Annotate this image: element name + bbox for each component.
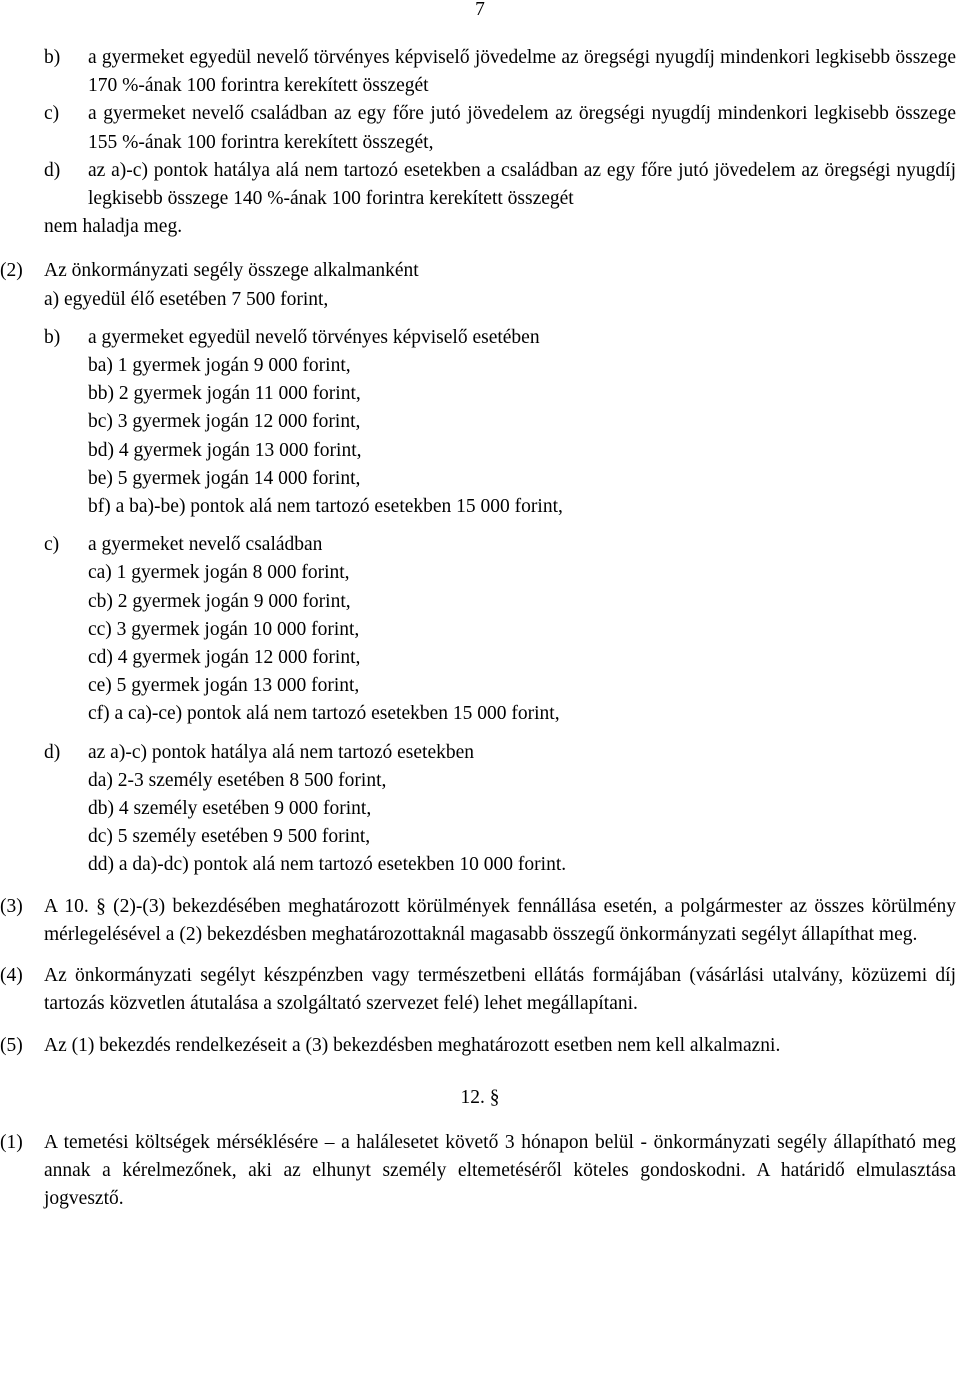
list-item-b-head <box>0 324 960 352</box>
paragraph-label: (4) <box>0 965 23 987</box>
item-label: b) <box>44 326 61 348</box>
list-item-c <box>0 100 960 156</box>
sub-item: dc) 5 személy esetében 9 500 forint, <box>88 826 371 848</box>
sub-item: be) 5 gyermek jogán 14 000 forint, <box>88 467 361 489</box>
sub-item: bd) 4 gyermek jogán 13 000 forint, <box>88 439 362 461</box>
sub-item: cf) a ca)-ce) pontok alá nem tartozó esetekben 15 000 forint, <box>88 703 560 725</box>
sub-item: cc) 3 gyermek jogán 10 000 forint, <box>88 618 360 640</box>
paragraph-intro: Az önkormányzati segély összege alkalmanként <box>44 260 419 282</box>
document-body <box>0 44 960 1214</box>
sub-item: ce) 5 gyermek jogán 13 000 forint, <box>88 675 360 697</box>
list-item-d <box>0 157 960 213</box>
sub-item: bf) a ba)-be) pontok alá nem tartozó esetekben 15 000 forint, <box>88 496 563 518</box>
section-12-paragraph-1 <box>0 1129 960 1214</box>
sub-item: ba) 1 gyermek jogán 9 000 forint, <box>88 355 351 377</box>
item-label: b) <box>44 47 61 68</box>
item-text: az a)-c) pontok hatálya alá nem tartozó esetekben <box>88 741 475 763</box>
list-item-d-head <box>0 739 960 767</box>
item-text: az a)-c) pontok hatálya alá nem tartozó esetekben a családban az egy főre jutó jövedelem az öregségi nyugdíj legkisebb összege 140 %-ának 100 forintra kerekített összegét <box>88 159 956 210</box>
sub-item: cb) 2 gyermek jogán 9 000 forint, <box>88 590 351 612</box>
item-label: d) <box>44 741 61 763</box>
list-item-a: a) egyedül élő esetében 7 500 forint, <box>44 288 329 310</box>
paragraph-3 <box>0 893 960 949</box>
item-text: a gyermeket nevelő családban az egy főre jutó jövedelem az öregségi nyugdíj mindenkori legkisebb összege 155 %-ának 100 forintra kerekített összegét, <box>88 103 956 153</box>
sub-item: db) 4 személy esetében 9 000 forint, <box>88 798 372 820</box>
paragraph-text: Az önkormányzati segélyt készpénzben vagy természetbeni ellátás formájában (vásárlási utalvány, közüzemi díj tartozás közvetlen átutalása a szolgáltató szervezet felé) lehet megállapítani. <box>44 965 956 1015</box>
paragraph-label: (5) <box>0 1034 23 1056</box>
item-label: d) <box>44 159 61 181</box>
paragraph-label: (2) <box>0 260 23 282</box>
paragraph-4 <box>0 962 960 1018</box>
paragraph-text: Az (1) bekezdés rendelkezéseit a (3) bekezdésben meghatározott esetben nem kell alkalmazni. <box>44 1034 781 1056</box>
paragraph-2 <box>0 257 960 285</box>
item-text: a gyermeket egyedül nevelő törvényes képviselő jövedelme az öregségi nyugdíj mindenkori legkisebb összege 170 %-ának 100 forintra kerekített összegét <box>88 47 956 97</box>
paragraph-label: (3) <box>0 895 23 917</box>
sub-item: da) 2-3 személy esetében 8 500 forint, <box>88 769 387 791</box>
list-item-b <box>0 44 960 100</box>
item-text: a gyermeket egyedül nevelő törvényes képviselő esetében <box>88 326 540 348</box>
sub-item: ca) 1 gyermek jogán 8 000 forint, <box>88 562 350 584</box>
paragraph-text: A 10. § (2)-(3) bekezdésében meghatározott körülmények fennállása esetén, a polgármester az összes körülmény mérlegelésével a (2) bekezdésben meghatározottaknál magasabb összegű önkormányzati segélyt állapíthat meg. <box>44 895 956 945</box>
item-label: c) <box>44 534 60 556</box>
section-heading: 12. § <box>460 1086 500 1108</box>
paragraph-5 <box>0 1032 960 1060</box>
page-number: 7 <box>475 0 485 20</box>
item-label: c) <box>44 103 60 125</box>
item-text: a gyermeket nevelő családban <box>88 534 323 556</box>
paragraph-tail: nem haladja meg. <box>44 216 183 238</box>
sub-item: bb) 2 gyermek jogán 11 000 forint, <box>88 383 361 405</box>
list-item-c-head <box>0 531 960 559</box>
paragraph-label: (1) <box>0 1131 23 1153</box>
sub-item: dd) a da)-dc) pontok alá nem tartozó esetekben 10 000 forint. <box>88 854 567 876</box>
sub-item: bc) 3 gyermek jogán 12 000 forint, <box>88 411 361 433</box>
sub-item: cd) 4 gyermek jogán 12 000 forint, <box>88 647 361 669</box>
paragraph-text: A temetési költségek mérséklésére – a halálesetet követő 3 hónapon belül - önkormányzati segély állapítható meg annak a kérelmezőnek, aki az elhunyt személy eltemetéséről köteles gondoskodni. A határidő elmulasztása jogvesztő. <box>44 1131 956 1210</box>
